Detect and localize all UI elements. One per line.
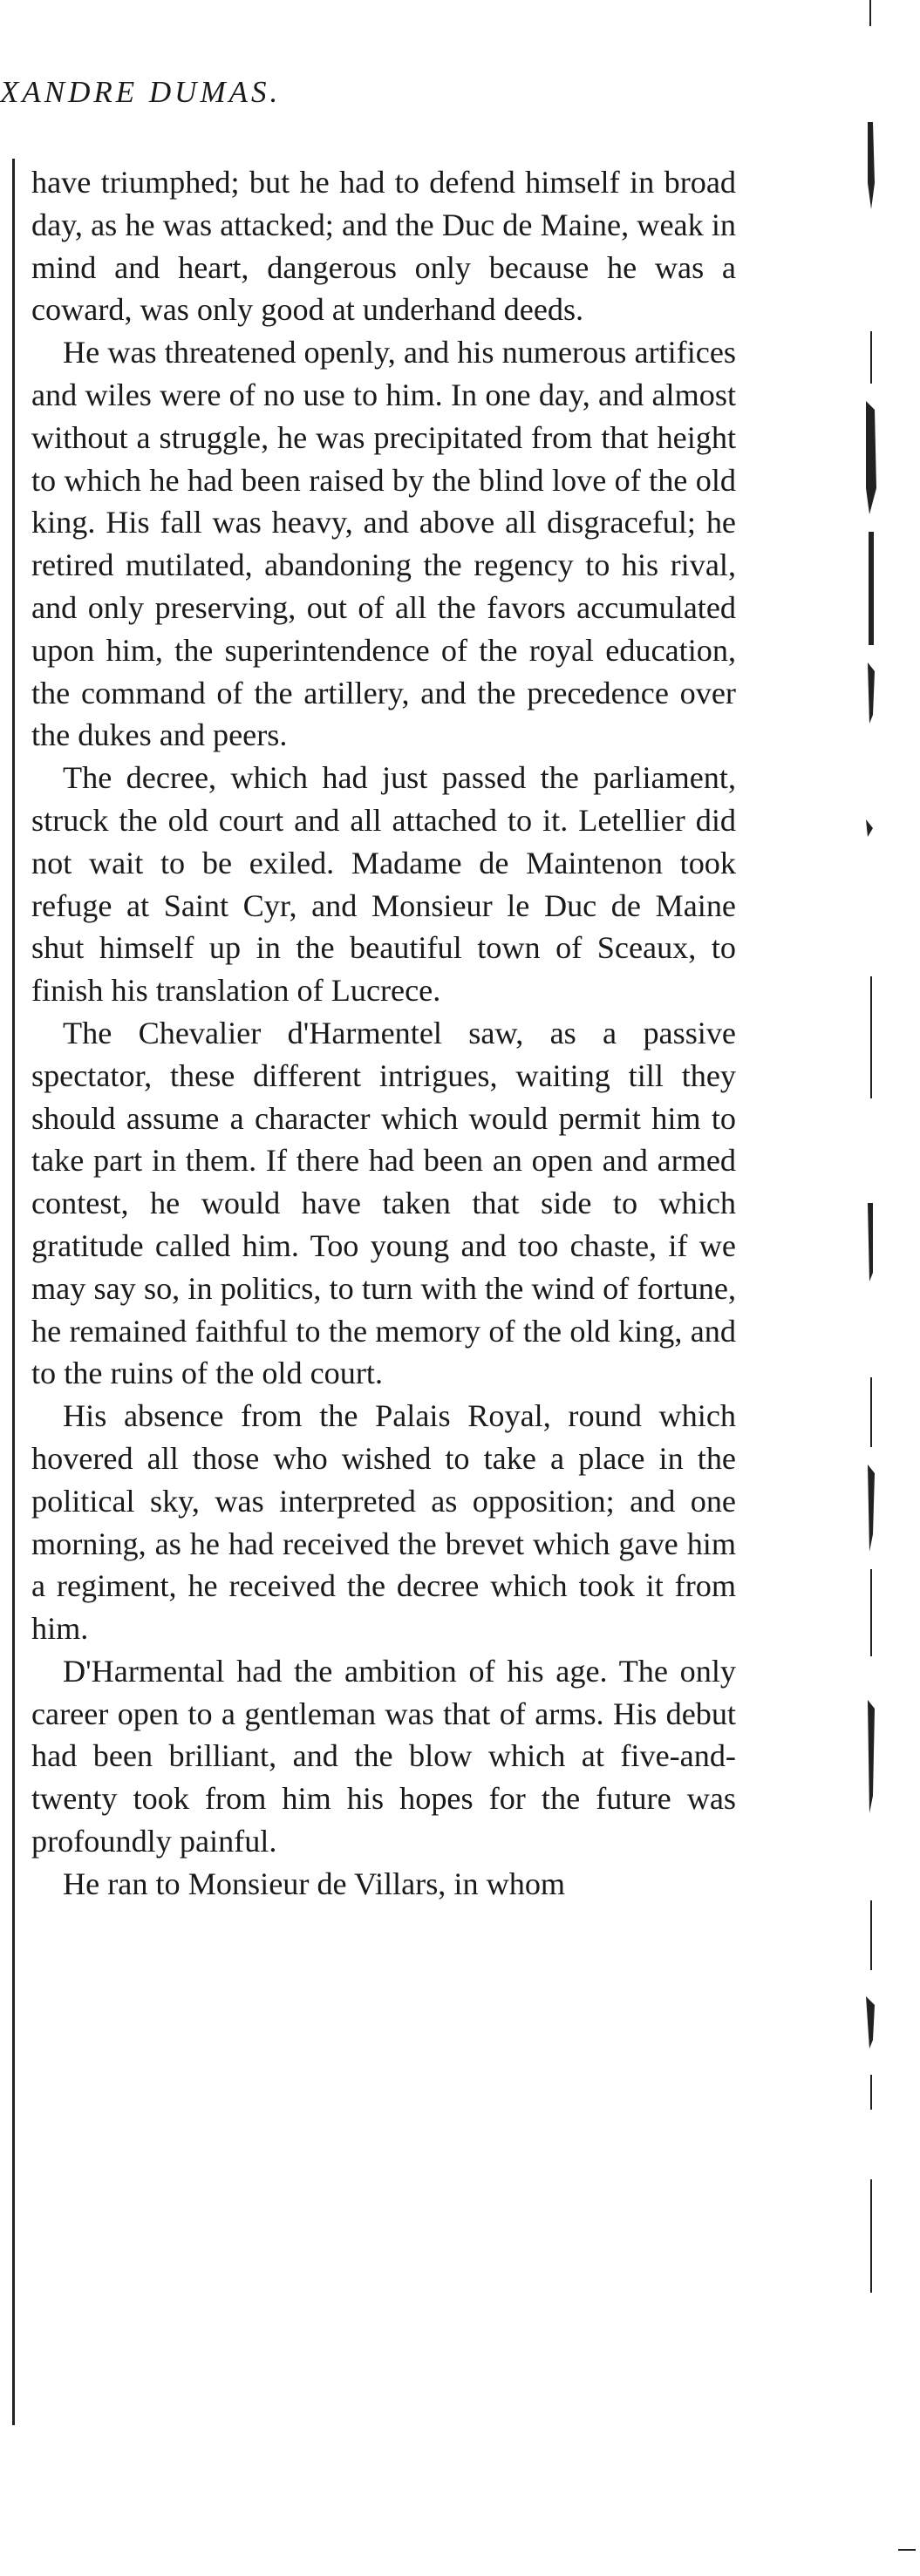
- paragraph-5: His absence from the Palais Royal, round which hovered all those who wished to take a place in the political sky, was interpreted as opposition; and one morning, as he had received the brevet which gave him a regiment, he received the decree which took it from him.: [31, 1398, 736, 1647]
- paragraph-4: The Chevalier d'Harmentel saw, as a passive spectator, these different intrigues, waiting till they should assume a character which would permit him to take part in them. If there had been an open and armed contest, he would have taken that side to which gratitude called him. Too young and too chaste, if we may say so, in politics, to turn with the wind of fortune, he remained faithful to the memory of the old king, and to the ruins of the old court.: [31, 1015, 736, 1391]
- gutter-scan-marks: [833, 0, 920, 2576]
- column-rule: [12, 159, 15, 2425]
- paragraph-6: D'Harmental had the ambition of his age. The only career open to a gentleman was that of arms. His debut had been brilliant, and the blow which at five-and-twenty took from him his hopes for the future was profoundly painful.: [31, 1653, 736, 1859]
- paragraph-1: have triumphed; but he had to defend himself in broad day, as he was attacked; and the Duc de Maine, weak in mind and heart, dangerous only because he was a coward, was only good at underhand deeds.: [31, 165, 736, 328]
- running-head: XANDRE DUMAS.: [0, 75, 282, 109]
- paragraph-2: He was threatened openly, and his numerous artifices and wiles were of no use to him. In one day, and almost without a struggle, he was precipitated from that height to which he had been raised by the blind love of the old king. His fall was heavy, and above all disgraceful; he retired mutilated, abandoning the regency to his rival, and only preserving, out of all the favors accumulated upon him, the superintendence of the royal education, the command of the artillery, and the precedence over the dukes and peers.: [31, 335, 736, 753]
- paragraph-7: He ran to Monsieur de Villars, in whom: [63, 1866, 566, 1901]
- paragraph-3: The decree, which had just passed the parliament, struck the old court and all attached to it. Letellier did not wait to be exiled. Madame de Maintenon took refuge at Saint Cyr, and Monsieur le Duc de Maine shut himself up in the beautiful town of Sceaux, to finish his translation of Lucrece.: [31, 760, 736, 1009]
- text-column: [31, 161, 736, 1906]
